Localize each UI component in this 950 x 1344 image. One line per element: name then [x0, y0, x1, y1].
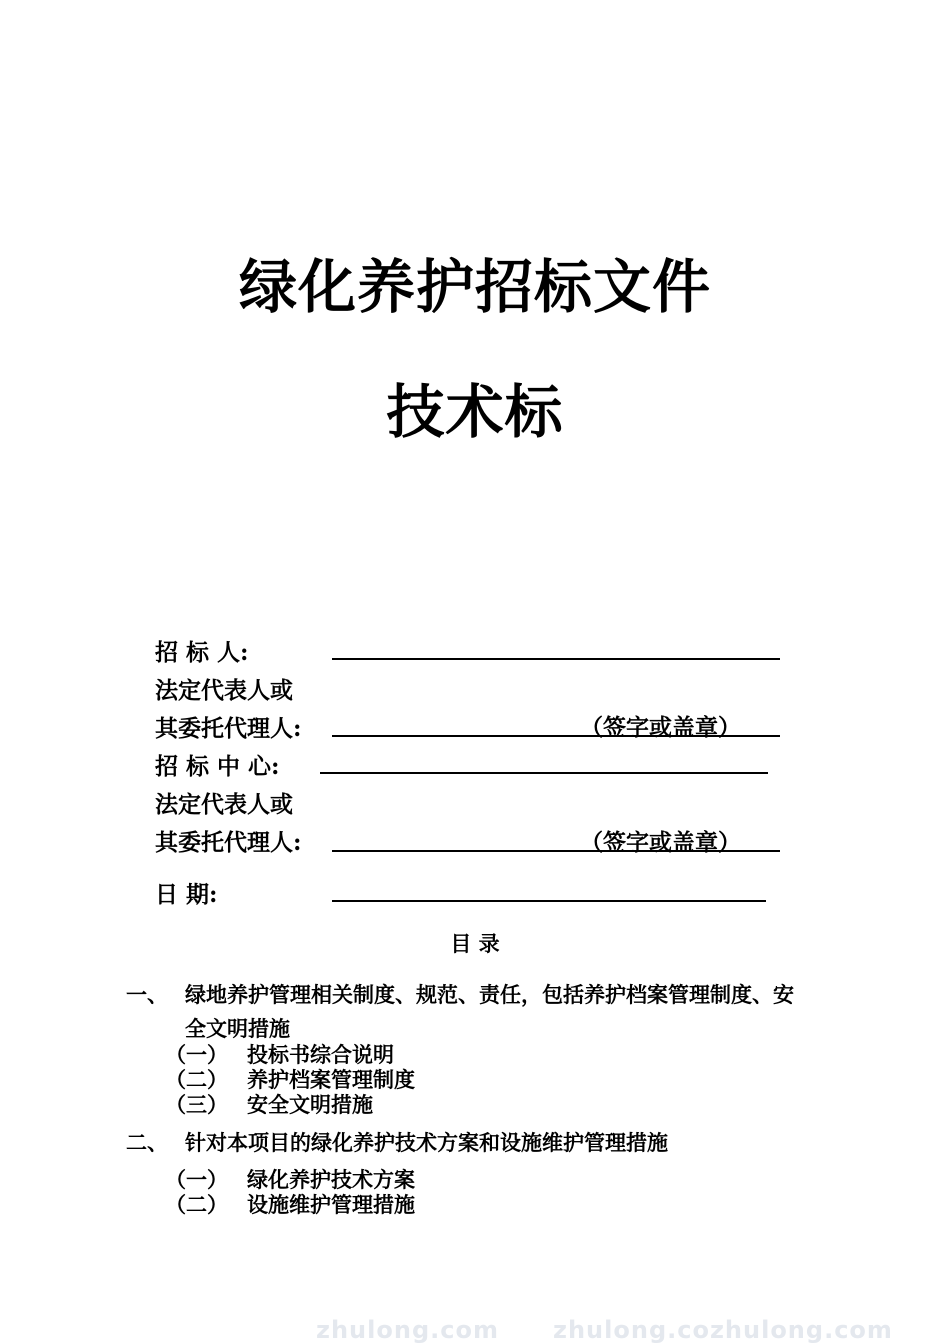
date-label: 日 期:	[155, 881, 218, 908]
toc-item-2-2-number: （二）	[165, 1192, 228, 1217]
toc-section-2-number: 二、	[126, 1130, 168, 1155]
toc-item-1-1: 投标书综合说明	[247, 1042, 394, 1067]
tenderer-signature-line	[332, 658, 780, 660]
toc-item-2-1-number: （一）	[165, 1167, 228, 1192]
watermark-right: zhulong.cozhulong.com	[553, 1316, 893, 1344]
date-line	[332, 900, 766, 902]
legal-representative-label: 法定代表人或	[155, 677, 293, 704]
legal-representative-label-2: 法定代表人或	[155, 791, 293, 818]
tender-center-label: 招 标 中 心:	[155, 753, 280, 780]
toc-item-1-3-number: （三）	[165, 1092, 228, 1117]
toc-item-1-3: 安全文明措施	[247, 1092, 373, 1117]
toc-item-1-2: 养护档案管理制度	[247, 1067, 415, 1092]
toc-item-1-1-number: （一）	[165, 1042, 228, 1067]
document-title: 绿化养护招标文件	[238, 253, 711, 321]
document-subtitle: 技术标	[386, 378, 564, 446]
toc-heading: 目 录	[450, 931, 500, 956]
toc-item-1-2-number: （二）	[165, 1067, 228, 1092]
agent-label: 其委托代理人:	[155, 715, 302, 742]
toc-item-2-2: 设施维护管理措施	[247, 1192, 415, 1217]
toc-section-1-title-cont: 全文明措施	[185, 1016, 290, 1041]
toc-item-2-1: 绿化养护技术方案	[247, 1167, 415, 1192]
watermark-left: zhulong.com	[316, 1316, 499, 1344]
tenderer-label: 招 标 人:	[155, 639, 249, 666]
toc-section-1-number: 一、	[126, 982, 168, 1007]
tender-center-signature-line	[320, 772, 768, 774]
sign-or-seal-note: （签字或盖章）	[580, 714, 741, 741]
toc-section-2-title: 针对本项目的绿化养护技术方案和设施维护管理措施	[185, 1130, 668, 1155]
sign-or-seal-note-2: （签字或盖章）	[580, 829, 741, 856]
agent-label-2: 其委托代理人:	[155, 829, 302, 856]
toc-section-1-title: 绿地养护管理相关制度、规范、责任，包括养护档案管理制度、安	[185, 982, 794, 1007]
